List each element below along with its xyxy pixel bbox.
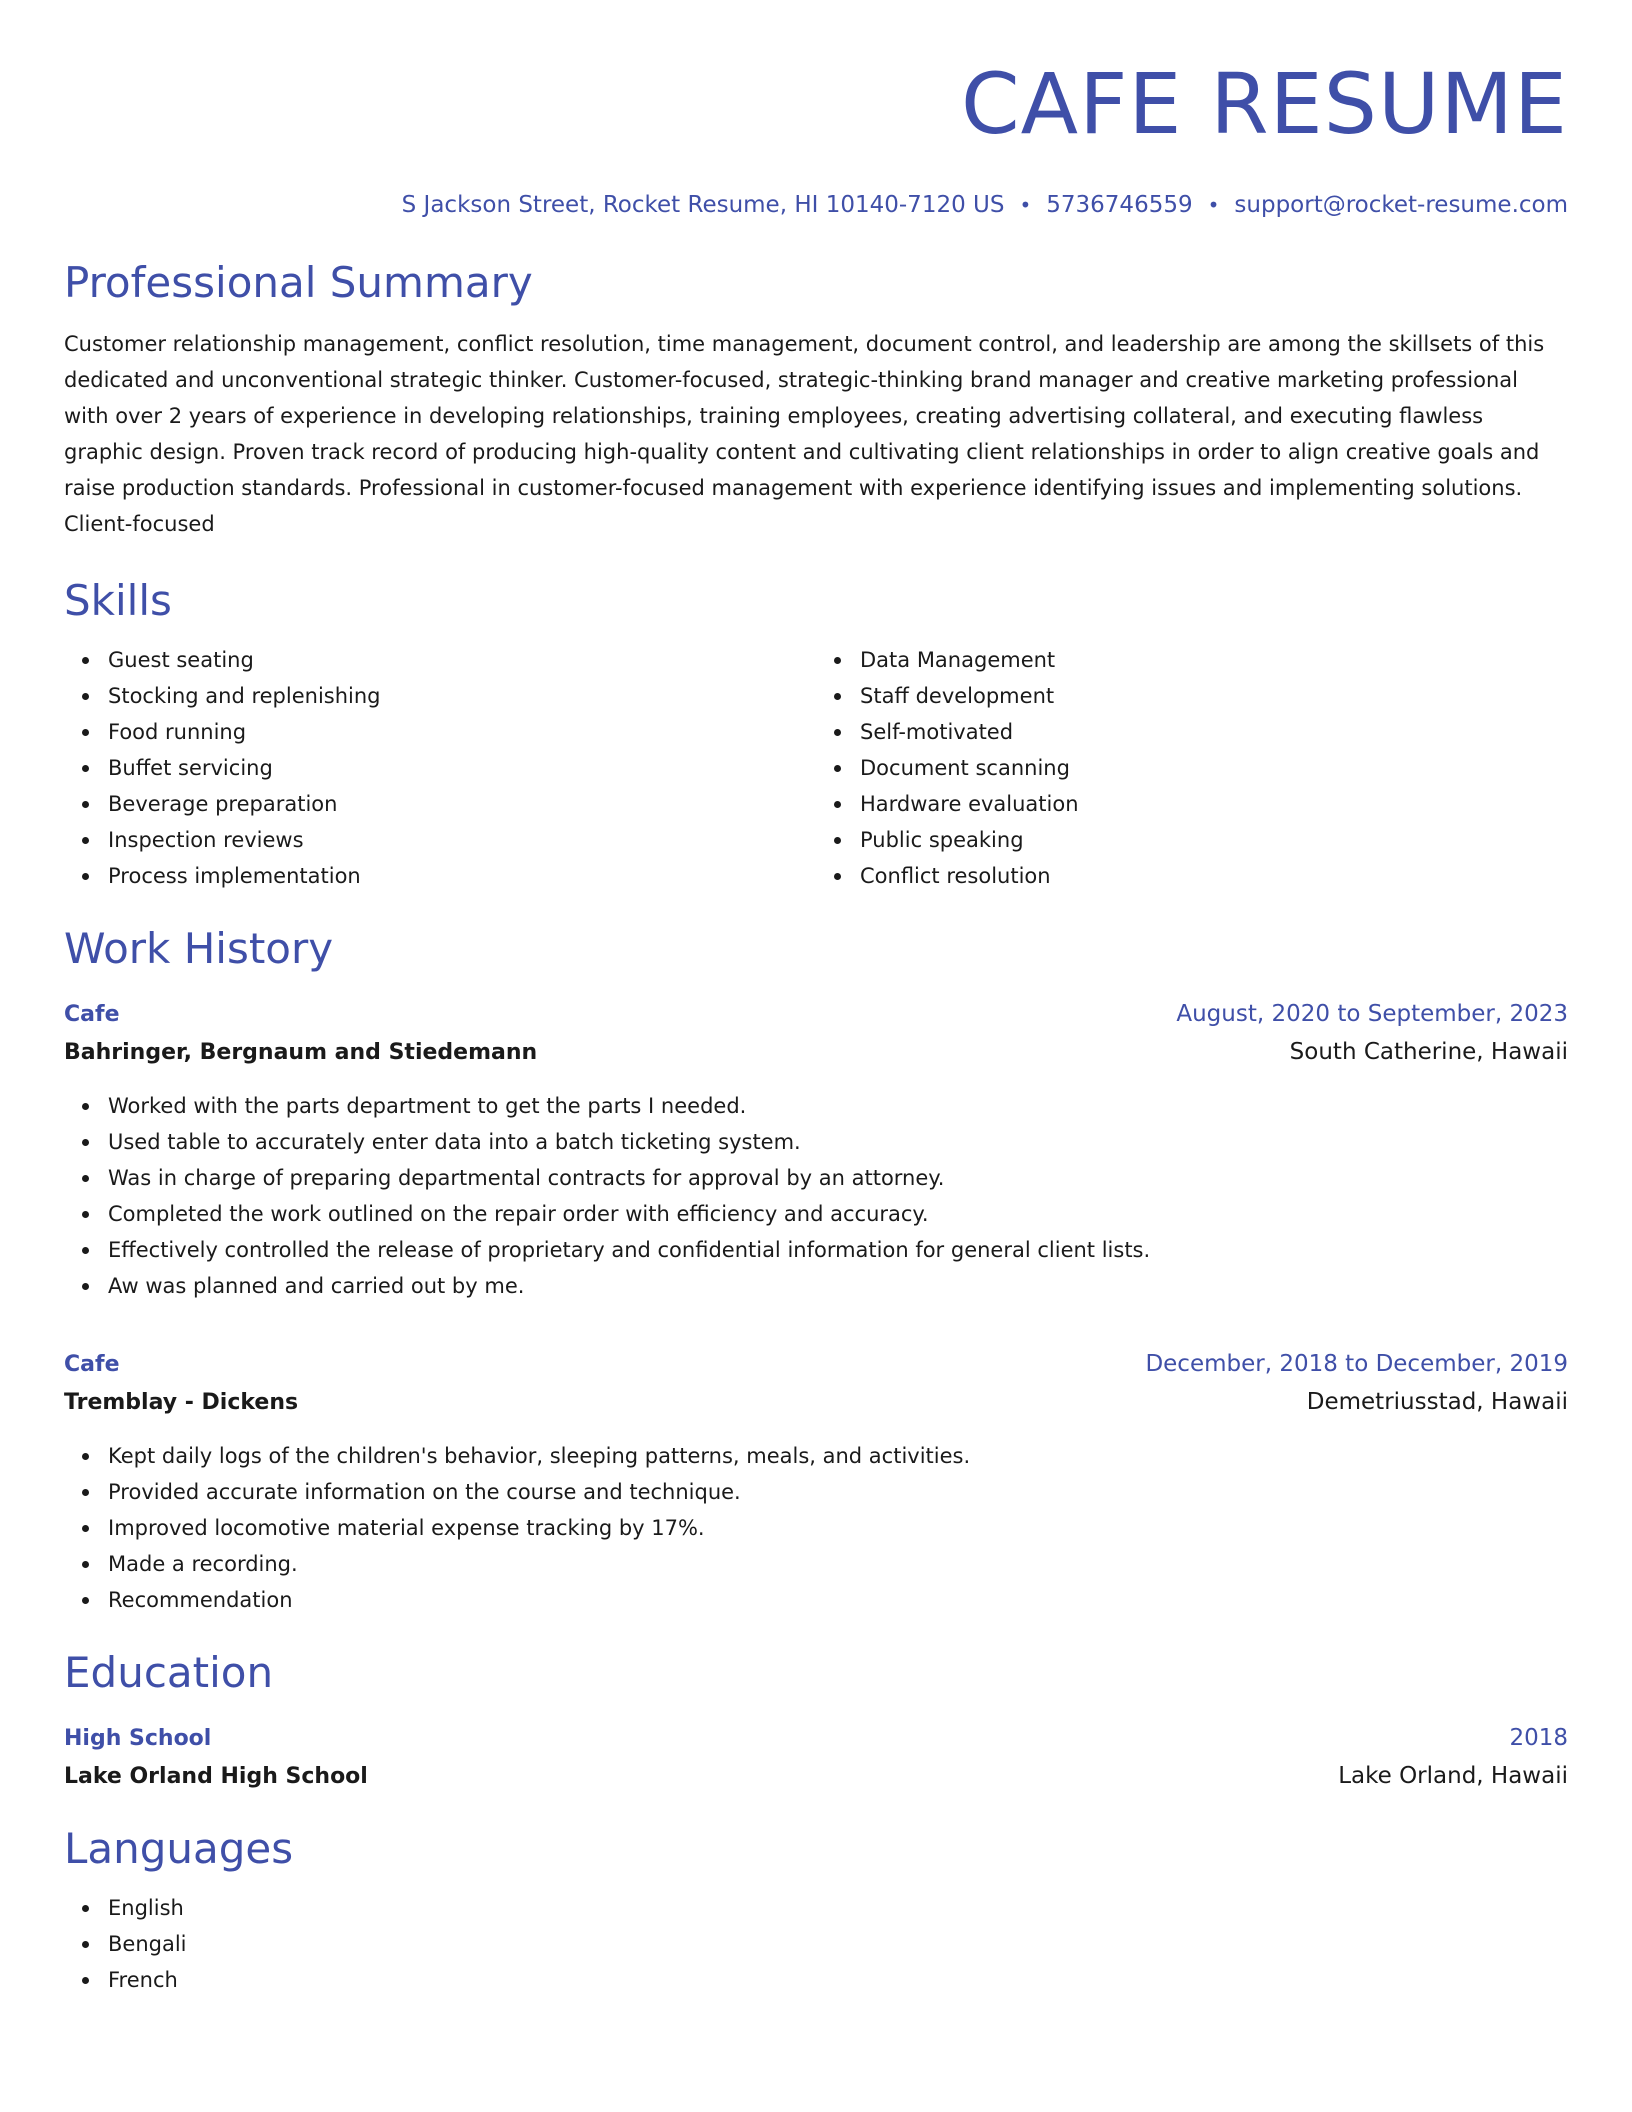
job-duty: Aw was planned and carried out by me. [108, 1268, 1568, 1304]
skill-item: Buffet servicing [108, 750, 816, 786]
skills-column-left [64, 642, 816, 894]
job-dates: August, 2020 to September, 2023 [1176, 1001, 1568, 1027]
job-title-row [64, 996, 1568, 1033]
job-duty: Completed the work outlined on the repair order with efficiency and accuracy. [108, 1196, 1568, 1232]
job-duty: Worked with the parts department to get the parts I needed. [108, 1088, 1568, 1124]
skill-item: Guest seating [108, 642, 816, 678]
education-degree-row [64, 1720, 1568, 1757]
skill-item: Food running [108, 714, 816, 750]
skill-item: Staff development [860, 678, 1568, 714]
job-duties [64, 1438, 1568, 1618]
education-heading: Education [64, 1648, 274, 1697]
education-entry [64, 1720, 1568, 1796]
skills-column-right [816, 642, 1568, 894]
job-title: Cafe [64, 1352, 120, 1377]
language-item: English [108, 1890, 1568, 1926]
job-title: Cafe [64, 1002, 120, 1027]
education-year: 2018 [1509, 1725, 1568, 1751]
languages-list [64, 1890, 1568, 1998]
skill-item: Beverage preparation [108, 786, 816, 822]
resume-header [64, 56, 1568, 220]
contact-address: S Jackson Street, Rocket Resume, HI 10140-7120 US [401, 192, 1005, 218]
language-item: Bengali [108, 1926, 1568, 1962]
contact-line [64, 190, 1568, 220]
education-degree: High School [64, 1726, 212, 1751]
education-school-row [64, 1757, 1568, 1796]
summary-text: Customer relationship management, conflict resolution, time management, document control, and leadership are among the skillsets of this dedicated and unconventional strategic thinker. Customer-focused, strategic-thinking brand manager and creative marketing professional with over 2 years of experience in developing relationships, training employees, creating advertising collateral, and executing flawless graphic design. Proven track record of producing high-quality content and cultivating client relationships in order to align creative goals and raise production standards. Professional in customer-focused management with experience identifying issues and implementing solutions. Client-focused [64, 332, 1545, 536]
contact-phone: 5736746559 [1046, 192, 1193, 218]
skill-item: Stocking and replenishing [108, 678, 816, 714]
skills-heading: Skills [64, 576, 172, 625]
work-history-heading: Work History [64, 924, 334, 973]
job-company: Bahringer, Bergnaum and Stiedemann [64, 1040, 538, 1065]
contact-separator: • [1207, 193, 1220, 217]
job-duty: Provided accurate information on the course and technique. [108, 1474, 1568, 1510]
skills-grid [64, 642, 1568, 894]
job-company-row [64, 1033, 1568, 1072]
job-location: Demetriusstad, Hawaii [1306, 1389, 1568, 1415]
job-company: Tremblay - Dickens [64, 1390, 299, 1415]
job-entry [64, 996, 1568, 1304]
job-duty: Was in charge of preparing departmental contracts for approval by an attorney. [108, 1160, 1568, 1196]
contact-separator: • [1019, 193, 1032, 217]
skill-item: Self-motivated [860, 714, 1568, 750]
job-duty: Effectively controlled the release of proprietary and confidential information for general client lists. [108, 1232, 1568, 1268]
skill-item: Public speaking [860, 822, 1568, 858]
job-location: South Catherine, Hawaii [1289, 1039, 1568, 1065]
job-duty: Improved locomotive material expense tracking by 17%. [108, 1510, 1568, 1546]
skill-item: Inspection reviews [108, 822, 816, 858]
skill-item: Data Management [860, 642, 1568, 678]
skill-item: Process implementation [108, 858, 816, 894]
language-item: French [108, 1962, 1568, 1998]
skill-item: Conflict resolution [860, 858, 1568, 894]
contact-email: support@rocket-resume.com [1234, 192, 1568, 218]
job-duties [64, 1088, 1568, 1304]
job-title-row [64, 1346, 1568, 1383]
job-duty: Made a recording. [108, 1546, 1568, 1582]
summary-heading: Professional Summary [64, 258, 533, 307]
job-company-row [64, 1383, 1568, 1422]
job-entry [64, 1346, 1568, 1618]
education-school: Lake Orland High School [64, 1764, 368, 1789]
job-duty: Kept daily logs of the children's behavior, sleeping patterns, meals, and activities. [108, 1438, 1568, 1474]
job-dates: December, 2018 to December, 2019 [1145, 1351, 1568, 1377]
skill-item: Hardware evaluation [860, 786, 1568, 822]
education-location: Lake Orland, Hawaii [1338, 1763, 1568, 1789]
job-duty: Recommendation [108, 1582, 1568, 1618]
skill-item: Document scanning [860, 750, 1568, 786]
resume-name: CAFE RESUME [961, 55, 1568, 153]
languages-heading: Languages [64, 1824, 294, 1873]
job-duty: Used table to accurately enter data into a batch ticketing system. [108, 1124, 1568, 1160]
